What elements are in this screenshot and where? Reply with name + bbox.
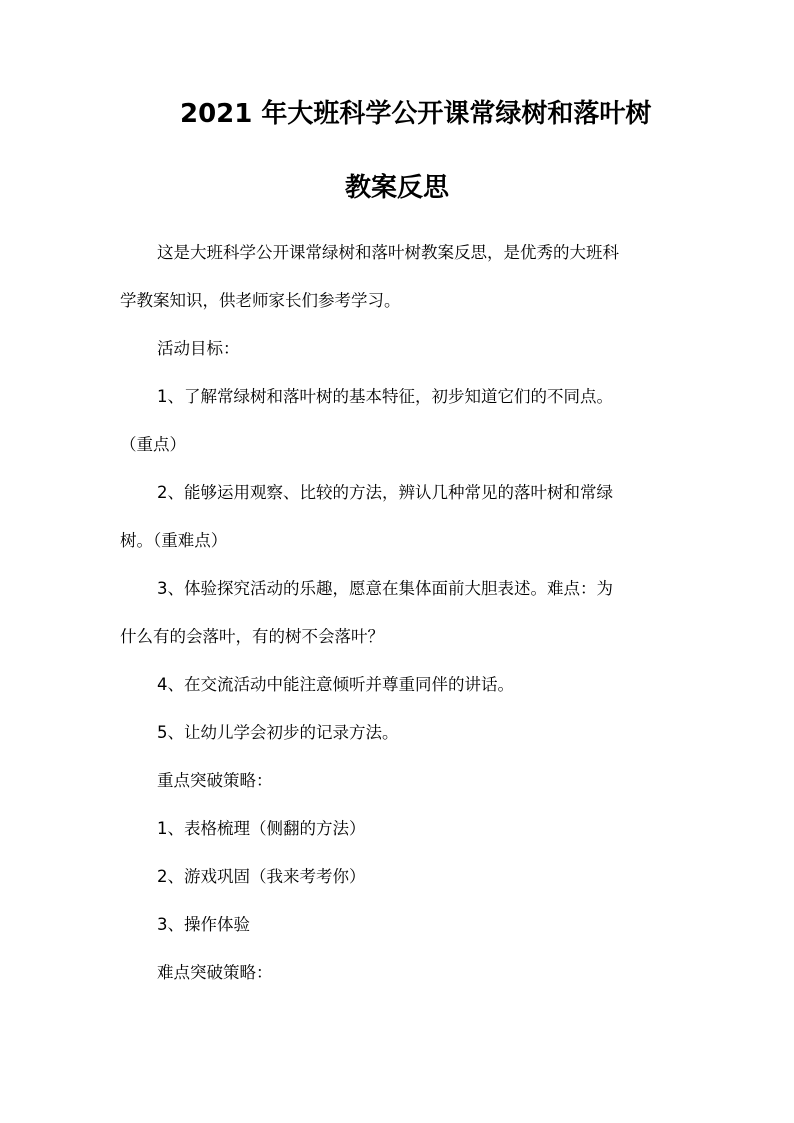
goal-2-line-2: 树。（重难点） (120, 531, 228, 550)
document-title-line-1: 2021 年大班科学公开课常绿树和落叶树 (180, 99, 652, 129)
paragraph-intro-line-1: 这是大班科学公开课常绿树和落叶树教案反思，是优秀的大班科 (157, 243, 619, 262)
goal-1-line-1: 1、了解常绿树和落叶树的基本特征，初步知道它们的不同点。 (157, 387, 613, 406)
goal-3-line-2: 什么有的会落叶，有的树不会落叶？ (120, 627, 384, 646)
goal-5: 5、让幼儿学会初步的记录方法。 (157, 723, 399, 742)
document-title-line-2: 教案反思 (344, 173, 449, 203)
paragraph-intro-line-2: 学教案知识，供老师家长们参考学习。 (120, 291, 401, 310)
goal-3-line-1: 3、体验探究活动的乐趣，愿意在集体面前大胆表述。难点：为 (157, 579, 613, 598)
section-heading-goals: 活动目标： (157, 339, 240, 358)
key-strategy-3: 3、操作体验 (157, 915, 250, 934)
goal-2-line-1: 2、能够运用观察、比较的方法，辨认几种常见的落叶树和常绿 (157, 483, 613, 502)
section-heading-difficulty-strategies: 难点突破策略： (157, 963, 273, 982)
key-strategy-1: 1、表格梳理（侧翻的方法） (157, 819, 366, 838)
section-heading-key-strategies: 重点突破策略： (157, 771, 273, 790)
key-strategy-2: 2、游戏巩固（我来考考你） (157, 867, 366, 886)
goal-4: 4、在交流活动中能注意倾听并尊重同伴的讲话。 (157, 675, 514, 694)
goal-1-line-2: （重点） (120, 435, 186, 454)
